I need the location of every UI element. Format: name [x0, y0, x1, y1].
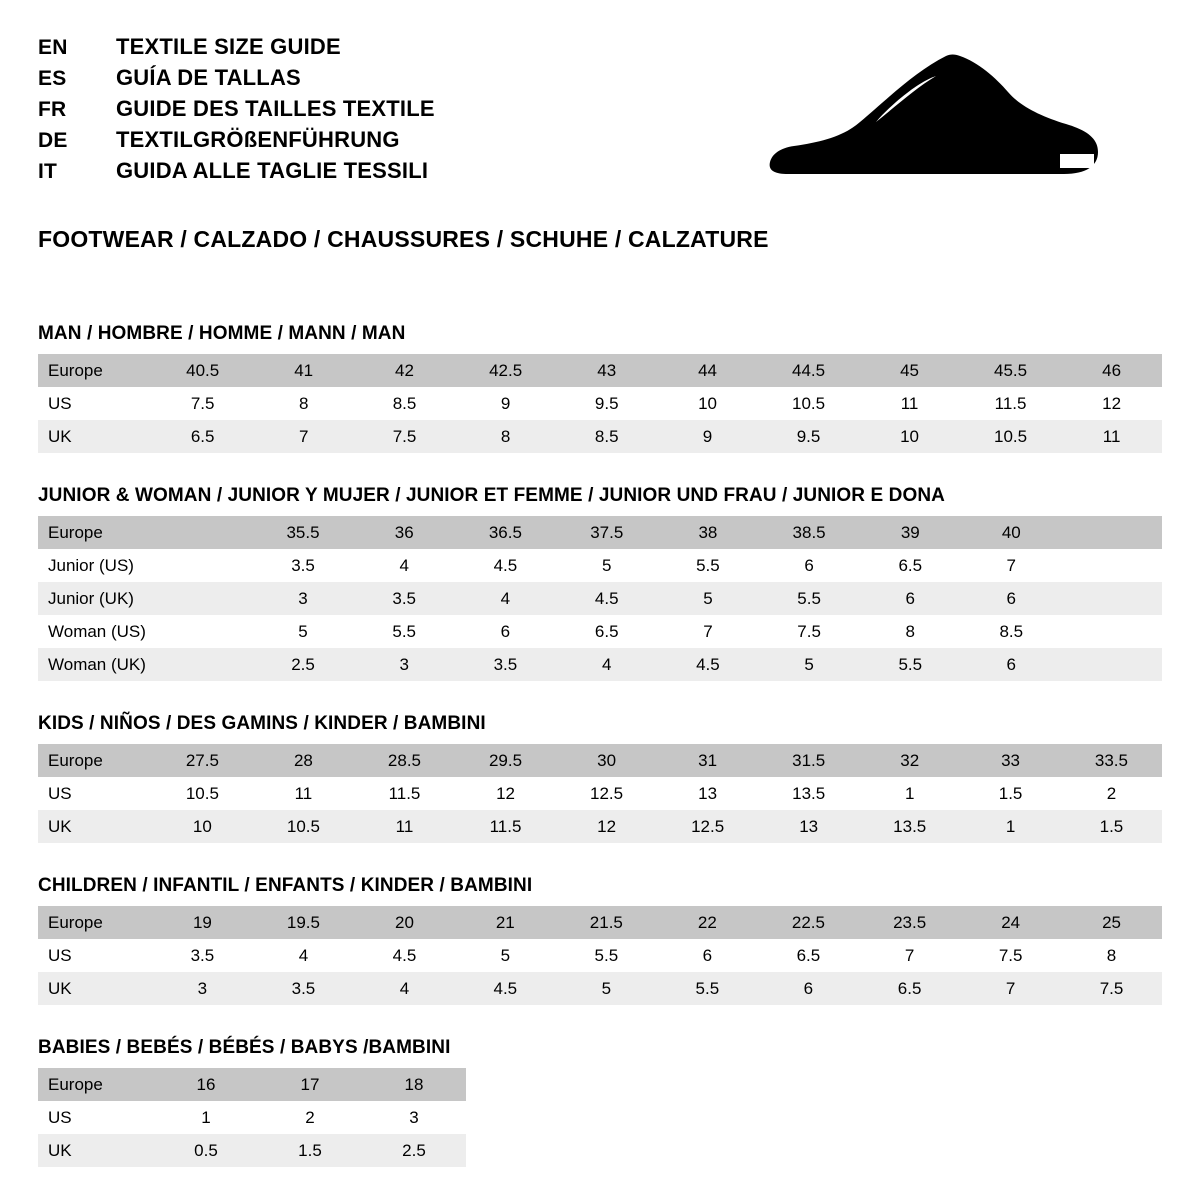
table-row: [38, 354, 1162, 387]
cell: 17: [258, 1068, 362, 1101]
cell: 7: [859, 939, 960, 972]
row-label: US: [38, 387, 152, 420]
language-title: GUIDE DES TAILLES TEXTILE: [116, 96, 435, 121]
cell: 6: [860, 582, 961, 615]
language-code: ES: [38, 67, 67, 90]
cell: 0.5: [154, 1134, 258, 1167]
cell: 1: [960, 810, 1061, 843]
cell: 42: [354, 354, 455, 387]
row-label: UK: [38, 810, 152, 843]
cell: 24: [960, 906, 1061, 939]
row-label: UK: [38, 1134, 154, 1167]
cell: [152, 648, 252, 681]
cell: 4.5: [455, 549, 556, 582]
cell: 4: [556, 648, 657, 681]
cell: 2.5: [252, 648, 353, 681]
cell: 23.5: [859, 906, 960, 939]
cell: 7.5: [1061, 972, 1162, 1005]
cell: 6.5: [556, 615, 657, 648]
size-table: [38, 354, 1162, 453]
cell: 29.5: [455, 744, 556, 777]
table-row: [38, 1101, 466, 1134]
cell: 2: [1061, 777, 1162, 810]
table-row: [38, 615, 1162, 648]
cell: 4: [354, 972, 455, 1005]
section-title: BABIES / BEBÉS / BÉBÉS / BABYS /BAMBINI: [38, 1037, 451, 1058]
cell: 8: [455, 420, 556, 453]
language-row: [38, 34, 435, 60]
cell: [152, 582, 252, 615]
cell: 40: [961, 516, 1062, 549]
cell: [1062, 582, 1162, 615]
language-title: TEXTILE SIZE GUIDE: [116, 34, 341, 59]
cell: 36: [354, 516, 455, 549]
cell: 4: [455, 582, 556, 615]
section-children: [38, 875, 1162, 1005]
cell: 5: [455, 939, 556, 972]
size-table: [38, 906, 1162, 1005]
table-row: [38, 744, 1162, 777]
cell: 11: [354, 810, 455, 843]
table-row: [38, 777, 1162, 810]
size-table: [38, 744, 1162, 843]
cell: 4: [253, 939, 354, 972]
cell: 3: [152, 972, 253, 1005]
cell: 6: [657, 939, 758, 972]
cell: 2: [258, 1101, 362, 1134]
cell: 5: [657, 582, 758, 615]
language-code: FR: [38, 98, 67, 121]
section-title: JUNIOR & WOMAN / JUNIOR Y MUJER / JUNIOR ET FEMME / JUNIOR UND FRAU / JUNIOR E DONA: [38, 485, 946, 506]
cell: 31: [657, 744, 758, 777]
cell: 28.5: [354, 744, 455, 777]
cell: 1: [154, 1101, 258, 1134]
row-label: UK: [38, 420, 152, 453]
cell: 3: [252, 582, 353, 615]
cell: 7.5: [758, 615, 859, 648]
cell: 12: [556, 810, 657, 843]
cell: 12.5: [556, 777, 657, 810]
cell: 3: [354, 648, 455, 681]
cell: 5.5: [657, 972, 758, 1005]
cell: 13: [657, 777, 758, 810]
cell: 3.5: [252, 549, 353, 582]
section-title: MAN / HOMBRE / HOMME / MANN / MAN: [38, 323, 406, 344]
cell: 25: [1061, 906, 1162, 939]
cell: 32: [859, 744, 960, 777]
cell: 44.5: [758, 354, 859, 387]
cell: 30: [556, 744, 657, 777]
row-label: Europe: [38, 516, 152, 549]
cell: 20: [354, 906, 455, 939]
cell: 40.5: [152, 354, 253, 387]
cell: 9: [455, 387, 556, 420]
cell: 45: [859, 354, 960, 387]
cell: 10.5: [253, 810, 354, 843]
table-row: [38, 420, 1162, 453]
cell: 22.5: [758, 906, 859, 939]
cell: 28: [253, 744, 354, 777]
cell: 21: [455, 906, 556, 939]
page-header: [38, 34, 1162, 190]
cell: 1: [859, 777, 960, 810]
cell: 2.5: [362, 1134, 466, 1167]
cell: 5.5: [657, 549, 758, 582]
row-label: Europe: [38, 906, 152, 939]
cell: 7: [253, 420, 354, 453]
cell: 8.5: [556, 420, 657, 453]
cell: 8: [1061, 939, 1162, 972]
table-row: [38, 1134, 466, 1167]
section-title: CHILDREN / INFANTIL / ENFANTS / KINDER / BAMBINI: [38, 875, 533, 896]
cell: 1.5: [960, 777, 1061, 810]
cell: 16: [154, 1068, 258, 1101]
language-title: TEXTILGRÖßENFÜHRUNG: [116, 127, 400, 152]
table-row: [38, 387, 1162, 420]
table-row: [38, 1068, 466, 1101]
row-label: Junior (UK): [38, 582, 152, 615]
cell: [1062, 648, 1162, 681]
row-label: Europe: [38, 1068, 154, 1101]
cell: 12: [455, 777, 556, 810]
cell: 5: [556, 549, 657, 582]
table-row: [38, 906, 1162, 939]
row-label: Woman (US): [38, 615, 152, 648]
cell: 10: [657, 387, 758, 420]
cell: 39: [860, 516, 961, 549]
table-row: [38, 549, 1162, 582]
cell: 11: [859, 387, 960, 420]
row-label: US: [38, 777, 152, 810]
row-label: Woman (UK): [38, 648, 152, 681]
cell: 33: [960, 744, 1061, 777]
table-row: [38, 516, 1162, 549]
cell: 6: [758, 972, 859, 1005]
cell: 9.5: [556, 387, 657, 420]
cell: 4: [354, 549, 455, 582]
cell: 9.5: [758, 420, 859, 453]
cell: 4.5: [455, 972, 556, 1005]
cell: [1062, 615, 1162, 648]
cell: 18: [362, 1068, 466, 1101]
cell: 5.5: [860, 648, 961, 681]
cell: 4.5: [556, 582, 657, 615]
cell: [1062, 516, 1162, 549]
size-sections: [38, 323, 1162, 1167]
cell: 6.5: [152, 420, 253, 453]
cell: 41: [253, 354, 354, 387]
cell: 5.5: [354, 615, 455, 648]
section-babies: [38, 1037, 1162, 1167]
cell: 3.5: [253, 972, 354, 1005]
row-label: US: [38, 1101, 154, 1134]
cell: 3: [362, 1101, 466, 1134]
cell: 5: [252, 615, 353, 648]
cell: 10.5: [960, 420, 1061, 453]
cell: 31.5: [758, 744, 859, 777]
section-kids: [38, 713, 1162, 843]
cell: 43: [556, 354, 657, 387]
cell: 5: [758, 648, 859, 681]
cell: 7: [960, 972, 1061, 1005]
cell: 9: [657, 420, 758, 453]
table-row: [38, 582, 1162, 615]
cell: [152, 516, 252, 549]
language-code: EN: [38, 36, 68, 59]
cell: 10: [152, 810, 253, 843]
cell: 44: [657, 354, 758, 387]
cell: 7.5: [960, 939, 1061, 972]
cell: 19: [152, 906, 253, 939]
cell: 3.5: [354, 582, 455, 615]
cell: 6.5: [859, 972, 960, 1005]
cell: 11: [253, 777, 354, 810]
table-row: [38, 810, 1162, 843]
cell: 7.5: [152, 387, 253, 420]
cell: 7.5: [354, 420, 455, 453]
cell: 6: [961, 582, 1062, 615]
language-row: [38, 96, 435, 122]
language-row: [38, 65, 435, 91]
cell: [152, 615, 252, 648]
cell: 8.5: [354, 387, 455, 420]
section-junior-woman: [38, 485, 1162, 681]
cell: 7: [961, 549, 1062, 582]
cell: 5.5: [758, 582, 859, 615]
cell: 45.5: [960, 354, 1061, 387]
section-title: KIDS / NIÑOS / DES GAMINS / KINDER / BAMBINI: [38, 713, 486, 734]
cell: 10.5: [758, 387, 859, 420]
cell: 36.5: [455, 516, 556, 549]
cell: 11: [1061, 420, 1162, 453]
cell: 19.5: [253, 906, 354, 939]
cell: [152, 549, 252, 582]
cell: 12: [1061, 387, 1162, 420]
cell: 7: [657, 615, 758, 648]
cell: 11.5: [354, 777, 455, 810]
cell: 5: [556, 972, 657, 1005]
cell: 6.5: [860, 549, 961, 582]
cell: 11.5: [455, 810, 556, 843]
row-label: Junior (US): [38, 549, 152, 582]
language-title: GUÍA DE TALLAS: [116, 65, 301, 90]
cell: 6: [961, 648, 1062, 681]
table-row: [38, 648, 1162, 681]
row-label: Europe: [38, 744, 152, 777]
section-man: [38, 323, 1162, 453]
cell: 10: [859, 420, 960, 453]
cell: 37.5: [556, 516, 657, 549]
cell: 11.5: [960, 387, 1061, 420]
cell: 38.5: [758, 516, 859, 549]
cell: 21.5: [556, 906, 657, 939]
cell: 38: [657, 516, 758, 549]
language-title-list: [38, 34, 435, 184]
cell: 13.5: [859, 810, 960, 843]
cell: 8: [860, 615, 961, 648]
cell: 42.5: [455, 354, 556, 387]
cell: 22: [657, 906, 758, 939]
cell: 8: [253, 387, 354, 420]
cell: 8.5: [961, 615, 1062, 648]
dress-shoe-icon: [754, 40, 1114, 190]
cell: 4.5: [354, 939, 455, 972]
size-table: [38, 1068, 466, 1167]
cell: 6.5: [758, 939, 859, 972]
cell: 5.5: [556, 939, 657, 972]
cell: 3.5: [152, 939, 253, 972]
cell: 13.5: [758, 777, 859, 810]
language-row: [38, 158, 435, 184]
cell: 3.5: [455, 648, 556, 681]
language-row: [38, 127, 435, 153]
cell: 13: [758, 810, 859, 843]
size-table: [38, 516, 1162, 681]
cell: 6: [455, 615, 556, 648]
language-code: IT: [38, 160, 58, 183]
cell: [1062, 549, 1162, 582]
cell: 1.5: [258, 1134, 362, 1167]
cell: 6: [758, 549, 859, 582]
language-title: GUIDA ALLE TAGLIE TESSILI: [116, 158, 429, 183]
cell: 12.5: [657, 810, 758, 843]
cell: 1.5: [1061, 810, 1162, 843]
cell: 46: [1061, 354, 1162, 387]
cell: 27.5: [152, 744, 253, 777]
cell: 33.5: [1061, 744, 1162, 777]
language-code: DE: [38, 129, 68, 152]
category-title: FOOTWEAR / CALZADO / CHAUSSURES / SCHUHE / CALZATURE: [38, 226, 769, 252]
row-label: Europe: [38, 354, 152, 387]
cell: 35.5: [252, 516, 353, 549]
row-label: UK: [38, 972, 152, 1005]
table-row: [38, 939, 1162, 972]
cell: 10.5: [152, 777, 253, 810]
cell: 4.5: [657, 648, 758, 681]
table-row: [38, 972, 1162, 1005]
row-label: US: [38, 939, 152, 972]
